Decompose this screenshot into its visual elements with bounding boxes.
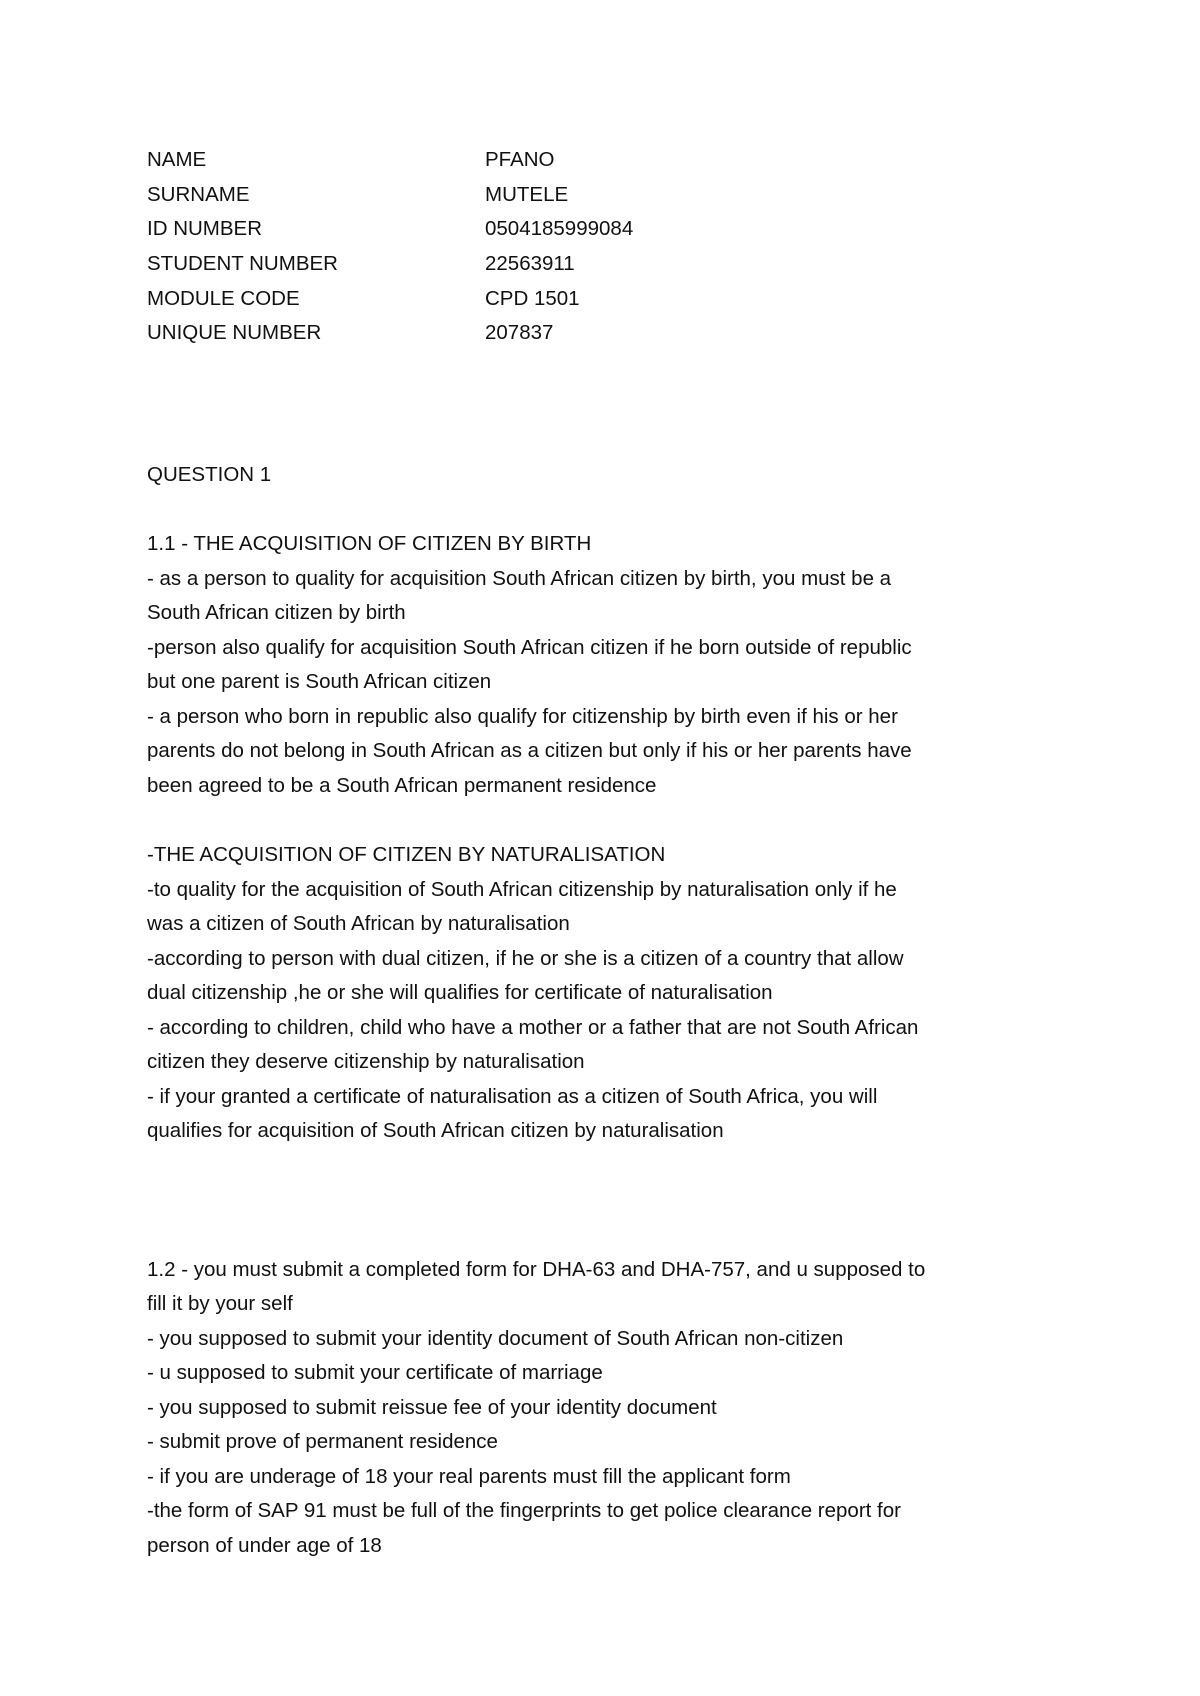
info-row-unique-number (147, 316, 947, 351)
spacer (147, 803, 1052, 838)
paragraph-line: -the form of SAP 91 must be full of the fingerprints to get police clearance report for (147, 1499, 901, 1523)
paragraph-line: - if you are underage of 18 your real parents must fill the applicant form (147, 1464, 791, 1488)
paragraph-line: fill it by your self (147, 1292, 293, 1316)
info-value: CPD 1501 (485, 286, 580, 310)
paragraph-line: was a citizen of South African by naturalisation (147, 912, 570, 936)
info-label: MODULE CODE (147, 286, 300, 310)
paragraph-line: but one parent is South African citizen (147, 670, 492, 694)
paragraph-line: 1.2 - you must submit a completed form for DHA-63 and DHA-757, and u supposed to (147, 1257, 926, 1281)
paragraph-line: person of under age of 18 (147, 1533, 382, 1557)
paragraph-line: - you supposed to submit reissue fee of your identity document (147, 1395, 717, 1419)
info-label: SURNAME (147, 182, 250, 206)
info-row-name (147, 143, 947, 178)
section-heading: -THE ACQUISITION OF CITIZEN BY NATURALISATION (147, 843, 666, 867)
spacer (147, 1218, 1052, 1253)
info-label: NAME (147, 148, 207, 171)
paragraph-line: -to quality for the acquisition of South African citizenship by naturalisation only if he (147, 877, 897, 901)
question-heading: QUESTION 1 (147, 463, 272, 486)
info-label: STUDENT NUMBER (147, 252, 338, 276)
paragraph-line: -person also qualify for acquisition South African citizen if he born outside of republic (147, 635, 912, 659)
info-value: MUTELE (485, 182, 569, 206)
student-info-table (147, 143, 947, 351)
info-value: 207837 (485, 321, 554, 345)
paragraph-line: - u supposed to submit your certificate of marriage (147, 1361, 603, 1385)
paragraph-line: - a person who born in republic also qualify for citizenship by birth even if his or her (147, 704, 898, 728)
spacer (147, 493, 1052, 528)
info-row-surname (147, 178, 947, 213)
paragraph-line: South African citizen by birth (147, 601, 406, 625)
paragraph-line: - you supposed to submit your identity document of South African non-citizen (147, 1326, 844, 1350)
info-row-student-number (147, 247, 947, 282)
paragraph-line: - if your granted a certificate of naturalisation as a citizen of South Africa, you will (147, 1084, 878, 1108)
paragraph-line: dual citizenship ,he or she will qualifies for certificate of naturalisation (147, 981, 773, 1005)
paragraph-line: been agreed to be a South African permanent residence (147, 773, 657, 797)
paragraph-line: - according to children, child who have a mother or a father that are not South African (147, 1015, 919, 1039)
paragraph-line: -according to person with dual citizen, if he or she is a citizen of a country that allow (147, 946, 904, 970)
info-label: UNIQUE NUMBER (147, 321, 322, 345)
paragraph-line: qualifies for acquisition of South African citizen by naturalisation (147, 1119, 724, 1143)
info-row-module-code (147, 282, 947, 317)
paragraph-line: - submit prove of permanent residence (147, 1430, 498, 1454)
info-row-id-number (147, 212, 947, 247)
paragraph-line: - as a person to quality for acquisition South African citizen by birth, you must be a (147, 566, 892, 590)
spacer (147, 1183, 1052, 1218)
info-value: 22563911 (485, 252, 575, 276)
answer-body (147, 458, 1052, 1564)
info-value: 0504185999084 (485, 217, 634, 241)
section-heading: 1.1 - THE ACQUISITION OF CITIZEN BY BIRTH (147, 532, 592, 556)
paragraph-line: citizen they deserve citizenship by naturalisation (147, 1050, 585, 1074)
paragraph-line: parents do not belong in South African as a citizen but only if his or her parents have (147, 739, 912, 763)
info-value: PFANO (485, 148, 555, 171)
info-label: ID NUMBER (147, 217, 263, 241)
spacer (147, 1149, 1052, 1184)
